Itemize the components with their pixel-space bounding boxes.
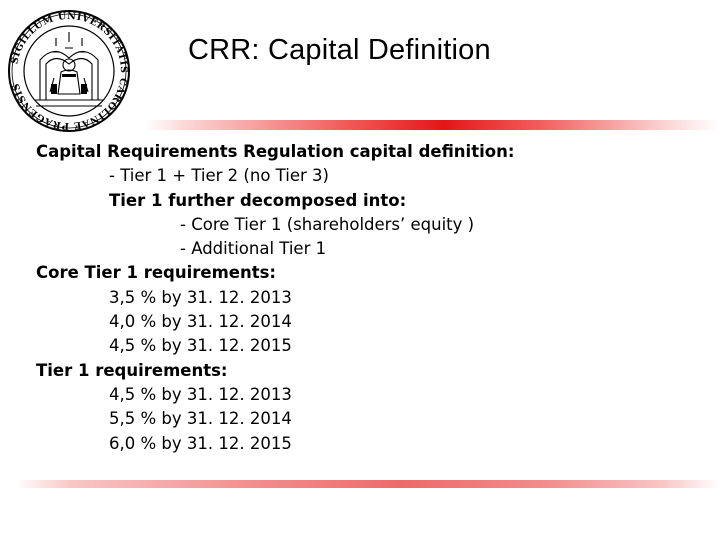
body-line-core-tier1: - Core Tier 1 (shareholders’ equity ) [180, 214, 475, 234]
body-line-crr-definition: Capital Requirements Regulation capital definition: [36, 142, 515, 161]
seal-ring-text: SIGILLUM UNIVERSITATIS CAROLINAE PRAGENSIS [9, 10, 130, 132]
body-line-tier1-req-2013: 4,5 % by 31. 12. 2013 [109, 384, 292, 404]
university-seal-icon [6, 8, 132, 134]
footer-divider-rule [15, 480, 720, 488]
body-line-tier1-decomposed: Tier 1 further decomposed into: [109, 190, 407, 210]
title-divider-rule [145, 120, 720, 130]
slide-body [36, 140, 696, 456]
body-line-tier1-requirements: Tier 1 requirements: [36, 360, 228, 380]
body-line-additional-tier1: - Additional Tier 1 [180, 239, 327, 259]
body-line-tier-sum: - Tier 1 + Tier 2 (no Tier 3) [109, 166, 329, 186]
slide-title: CRR: Capital Definition [188, 34, 491, 66]
body-line-tier1-req-2014: 5,5 % by 31. 12. 2014 [109, 409, 292, 429]
body-line-core-req-2013: 3,5 % by 31. 12. 2013 [109, 287, 292, 307]
body-line-core-req-2015: 4,5 % by 31. 12. 2015 [109, 336, 292, 356]
body-line-tier1-req-2015: 6,0 % by 31. 12. 2015 [109, 433, 292, 453]
body-line-core-req-2014: 4,0 % by 31. 12. 2014 [109, 312, 292, 332]
body-line-core-tier1-requirements: Core Tier 1 requirements: [36, 263, 277, 283]
